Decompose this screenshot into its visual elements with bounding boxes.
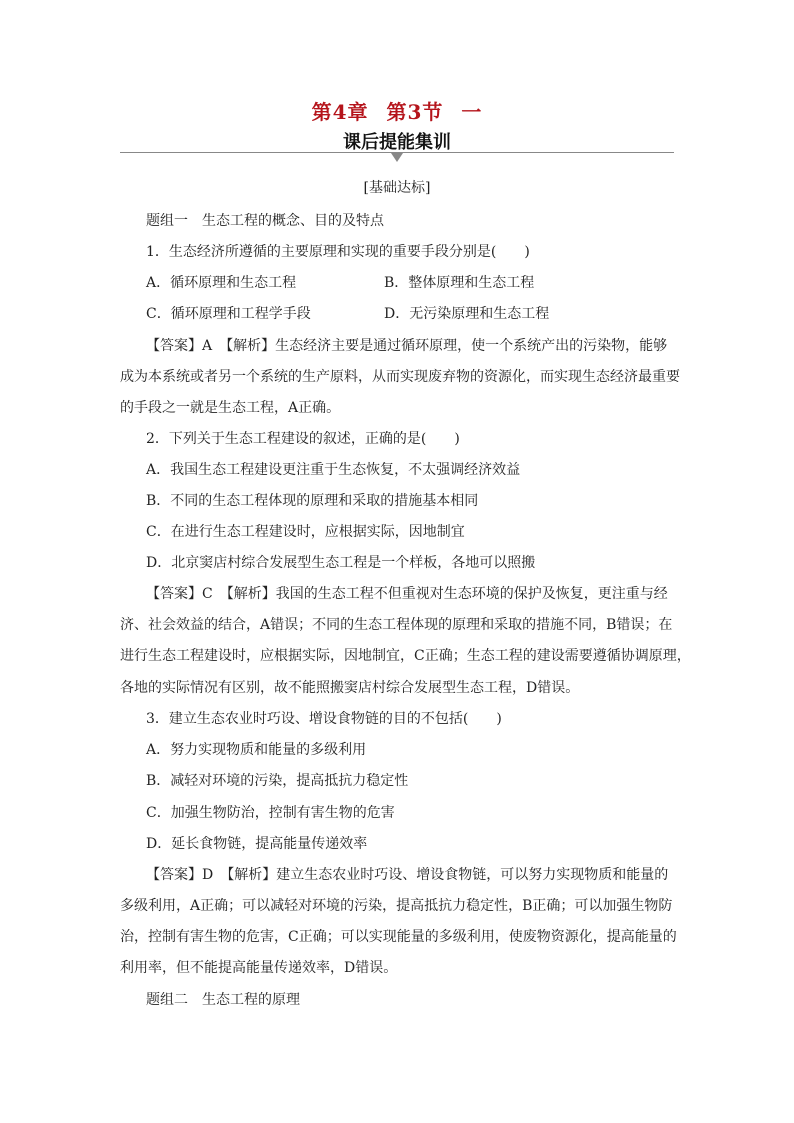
group-heading: 题组二 生态工程的原理 [146, 992, 300, 1008]
option-a: A．努力实现物质和能量的多级利用 [146, 742, 367, 758]
answer-line: 的手段之一就是生态工程，A正确。 [120, 400, 341, 416]
option-b: B．减轻对环境的污染，提高抵抗力稳定性 [146, 773, 409, 789]
page-subtitle: 课后提能集训 [343, 132, 451, 153]
answer-line: 【答案】A 【解析】生态经济主要是通过循环原理，使一个系统产出的污染物，能够 [146, 338, 668, 354]
option-a: A．我国生态工程建设更注重于生态恢复，不太强调经济效益 [146, 462, 521, 478]
level-label: [基础达标] [363, 180, 431, 196]
triangle-marker-icon [391, 153, 403, 162]
answer-line: 各地的实际情况有区别，故不能照搬窦店村综合发展型生态工程，D错误。 [120, 680, 580, 696]
option-d: D．延长食物链，提高能量传递效率 [146, 836, 368, 852]
option-c: C．加强生物防治，控制有害生物的危害 [146, 805, 395, 821]
question-stem: 2．下列关于生态工程建设的叙述，正确的是( ) [146, 431, 460, 447]
answer-line: 治，控制有害生物的危害，C正确；可以实现能量的多级利用，使废物资源化，提高能量的 [120, 929, 677, 945]
option-b: B．整体原理和生态工程 [384, 275, 535, 291]
answer-line: 【答案】C 【解析】我国的生态工程不但重视对生态环境的保护及恢复，更注重与经 [146, 586, 668, 602]
answer-line: 济、社会效益的结合，A错误；不同的生态工程体现的原理和采取的措施不同，B错误；在 [120, 617, 673, 633]
question-stem: 1．生态经济所遵循的主要原理和实现的重要手段分别是( ) [146, 244, 530, 260]
option-d: D．北京窦店村综合发展型生态工程是一个样板，各地可以照搬 [146, 555, 536, 571]
answer-line: 利用率，但不能提高能量传递效率，D错误。 [120, 960, 398, 976]
chapter-label: 第4章 [311, 100, 369, 124]
section-label: 第3节 [386, 100, 444, 124]
option-a: A．循环原理和生态工程 [146, 275, 297, 291]
option-b: B．不同的生态工程体现的原理和采取的措施基本相同 [146, 493, 479, 509]
part-label: 一 [461, 100, 483, 124]
chapter-title [0, 96, 794, 125]
answer-line: 【答案】D 【解析】建立生态农业时巧设、增设食物链，可以努力实现物质和能量的 [146, 867, 669, 883]
option-c: C．在进行生态工程建设时，应根据实际，因地制宜 [146, 524, 465, 540]
answer-line: 多级利用，A正确；可以减轻对环境的污染，提高抵抗力稳定性，B正确；可以加强生物防 [120, 898, 673, 914]
group-heading: 题组一 生态工程的概念、目的及特点 [146, 213, 384, 229]
answer-line: 成为本系统或者另一个系统的生产原料，从而实现废弃物的资源化，而实现生态经济最重要 [120, 369, 680, 385]
question-stem: 3．建立生态农业时巧设、增设食物链的目的不包括( ) [146, 711, 502, 727]
answer-line: 进行生态工程建设时，应根据实际，因地制宜，C正确；生态工程的建设需要遵循协调原理， [120, 648, 691, 664]
option-c: C．循环原理和工程学手段 [146, 306, 311, 322]
option-d: D．无污染原理和生态工程 [384, 306, 550, 322]
